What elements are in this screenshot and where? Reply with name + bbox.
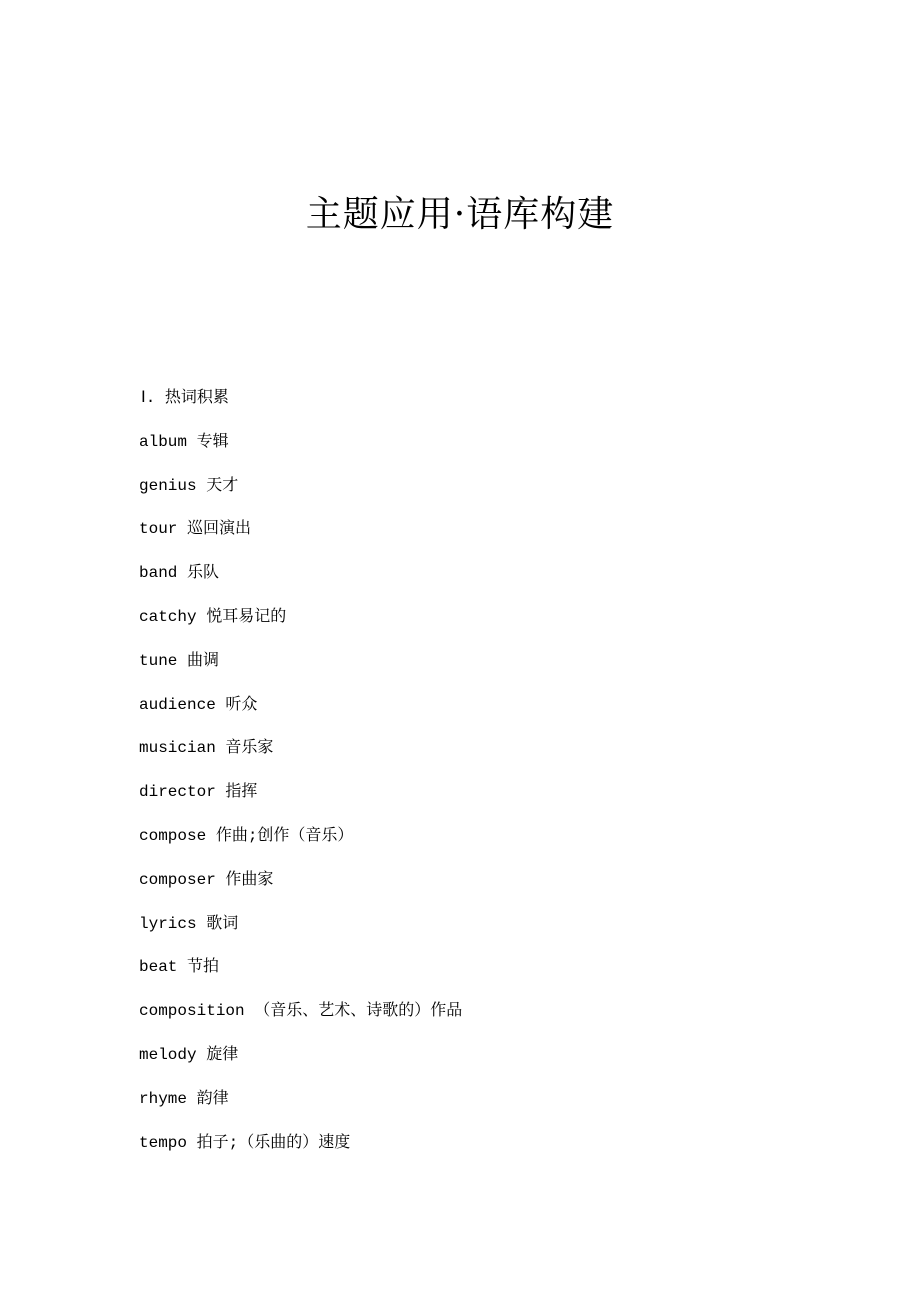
vocab-entry: compose 作曲;创作（音乐） <box>139 826 354 845</box>
vocab-entry: band 乐队 <box>139 564 220 583</box>
vocab-entry: tour 巡回演出 <box>139 520 252 539</box>
vocab-entry: composer 作曲家 <box>139 870 274 889</box>
vocab-entry: tune 曲调 <box>139 651 220 670</box>
page-title: 主题应用·语库构建 <box>305 194 615 235</box>
section-heading: Ⅰ. 热词积累 <box>141 389 229 407</box>
vocab-entry: beat 节拍 <box>139 958 220 977</box>
vocabulary-list <box>139 377 462 1165</box>
vocab-entry: composition （音乐、艺术、诗歌的）作品 <box>139 1002 463 1021</box>
vocab-entry: rhyme 韵律 <box>139 1089 229 1108</box>
vocab-entry: lyrics 歌词 <box>139 914 239 933</box>
vocab-entry: album 专辑 <box>139 432 229 451</box>
vocab-entry: melody 旋律 <box>139 1045 239 1064</box>
vocab-entry: musician 音乐家 <box>139 739 274 758</box>
vocab-entry: audience 听众 <box>139 695 258 714</box>
vocab-entry: director 指挥 <box>139 783 258 802</box>
vocab-entry: tempo 拍子;（乐曲的）速度 <box>139 1133 351 1152</box>
vocab-entry: genius 天才 <box>139 476 239 495</box>
vocab-entry: catchy 悦耳易记的 <box>139 607 287 626</box>
